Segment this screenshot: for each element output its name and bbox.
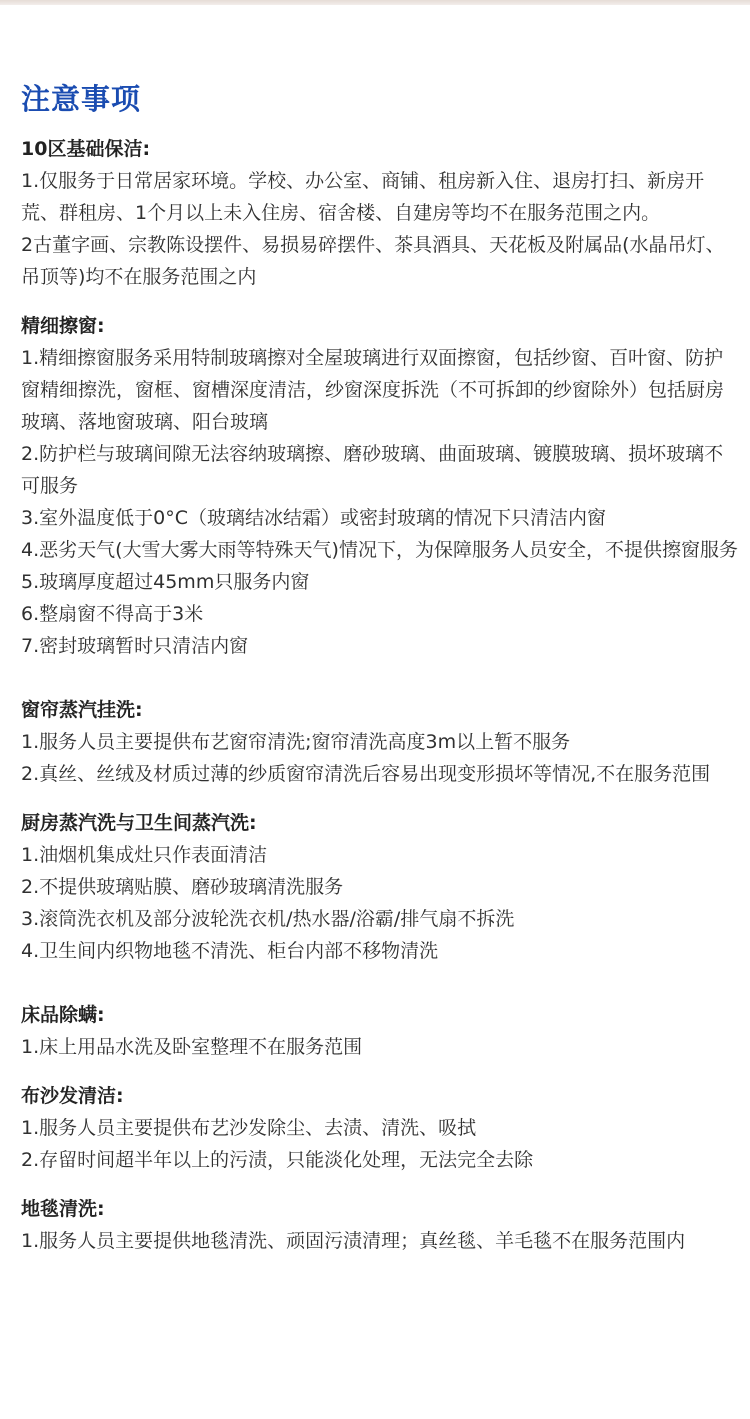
section-paragraph: 6.整扇窗不得高于3米: [21, 603, 204, 625]
section-heading: 厨房蒸汽洗与卫生间蒸汽洗:: [21, 812, 257, 834]
section-paragraph: 1.精细擦窗服务采用特制玻璃擦对全屋玻璃进行双面擦窗，包括纱窗、百叶窗、防护窗精细擦洗，窗框、窗槽深度清洁，纱窗深度拆洗（不可拆卸的纱窗除外）包括厨房玻璃、落地窗玻璃、阳台玻璃: [21, 347, 725, 433]
section-paragraph: 1.服务人员主要提供布艺沙发除尘、去渍、清洗、吸拭: [21, 1117, 477, 1139]
section-bedding-mite-removal: [21, 999, 739, 1063]
section-heading: 10区基础保洁:: [21, 138, 151, 160]
section-paragraph: 3.室外温度低于0°C（玻璃结冰结霜）或密封玻璃的情况下只清洁内窗: [21, 507, 606, 529]
section-paragraph: 4.卫生间内织物地毯不清洗、柜台内部不移物清洗: [21, 940, 439, 962]
section-paragraph: 1.服务人员主要提供布艺窗帘清洗;窗帘清洗高度3m以上暂不服务: [21, 731, 571, 753]
section-paragraph: 2.不提供玻璃贴膜、磨砂玻璃清洗服务: [21, 876, 344, 898]
section-paragraph: 1.床上用品水洗及卧室整理不在服务范围: [21, 1036, 363, 1058]
section-paragraph: 2.真丝、丝绒及材质过薄的纱质窗帘清洗后容易出现变形损坏等情况,不在服务范围: [21, 763, 711, 785]
section-paragraph: 2.防护栏与玻璃间隙无法容纳玻璃擦、磨砂玻璃、曲面玻璃、镀膜玻璃、损坏玻璃不可服务: [21, 443, 724, 497]
section-paragraph: 1.油烟机集成灶只作表面清洁: [21, 844, 268, 866]
section-window-cleaning: [21, 310, 739, 662]
section-curtain-steam: [21, 694, 739, 790]
section-paragraph: 7.密封玻璃暂时只清洁内窗: [21, 635, 249, 657]
section-fabric-sofa: [21, 1080, 739, 1176]
section-kitchen-bathroom-steam: [21, 807, 739, 967]
section-heading: 床品除螨:: [21, 1004, 105, 1026]
section-paragraph: 1.仅服务于日常居家环境。学校、办公室、商铺、租房新入住、退房打扫、新房开荒、群租房、1个月以上未入住房、宿舍楼、自建房等均不在服务范围之内。: [21, 170, 705, 224]
section-heading: 布沙发清洁:: [21, 1085, 124, 1107]
section-heading: 精细擦窗:: [21, 315, 105, 337]
notice-content: [21, 78, 739, 1257]
section-heading: 窗帘蒸汽挂洗:: [21, 699, 143, 721]
section-paragraph: 2.存留时间超半年以上的污渍，只能淡化处理，无法完全去除: [21, 1149, 534, 1171]
section-heading: 地毯清洗:: [21, 1198, 105, 1220]
section-basic-cleaning: [21, 133, 739, 293]
section-paragraph: 2古董字画、宗教陈设摆件、易损易碎摆件、茶具酒具、天花板及附属品(水晶吊灯、吊顶等)均不在服务范围之内: [21, 234, 725, 288]
section-paragraph: 5.玻璃厚度超过45mm只服务内窗: [21, 571, 310, 593]
section-carpet-cleaning: [21, 1193, 739, 1257]
section-paragraph: 1.服务人员主要提供地毯清洗、顽固污渍清理；真丝毯、羊毛毯不在服务范围内: [21, 1230, 686, 1252]
section-paragraph: 4.恶劣天气(大雪大雾大雨等特殊天气)情况下，为保障服务人员安全，不提供擦窗服务: [21, 539, 738, 561]
section-paragraph: 3.滚筒洗衣机及部分波轮洗衣机/热水器/浴霸/排气扇不拆洗: [21, 908, 515, 930]
page-title: 注意事项: [21, 82, 142, 116]
top-decorative-strip: [0, 0, 750, 5]
